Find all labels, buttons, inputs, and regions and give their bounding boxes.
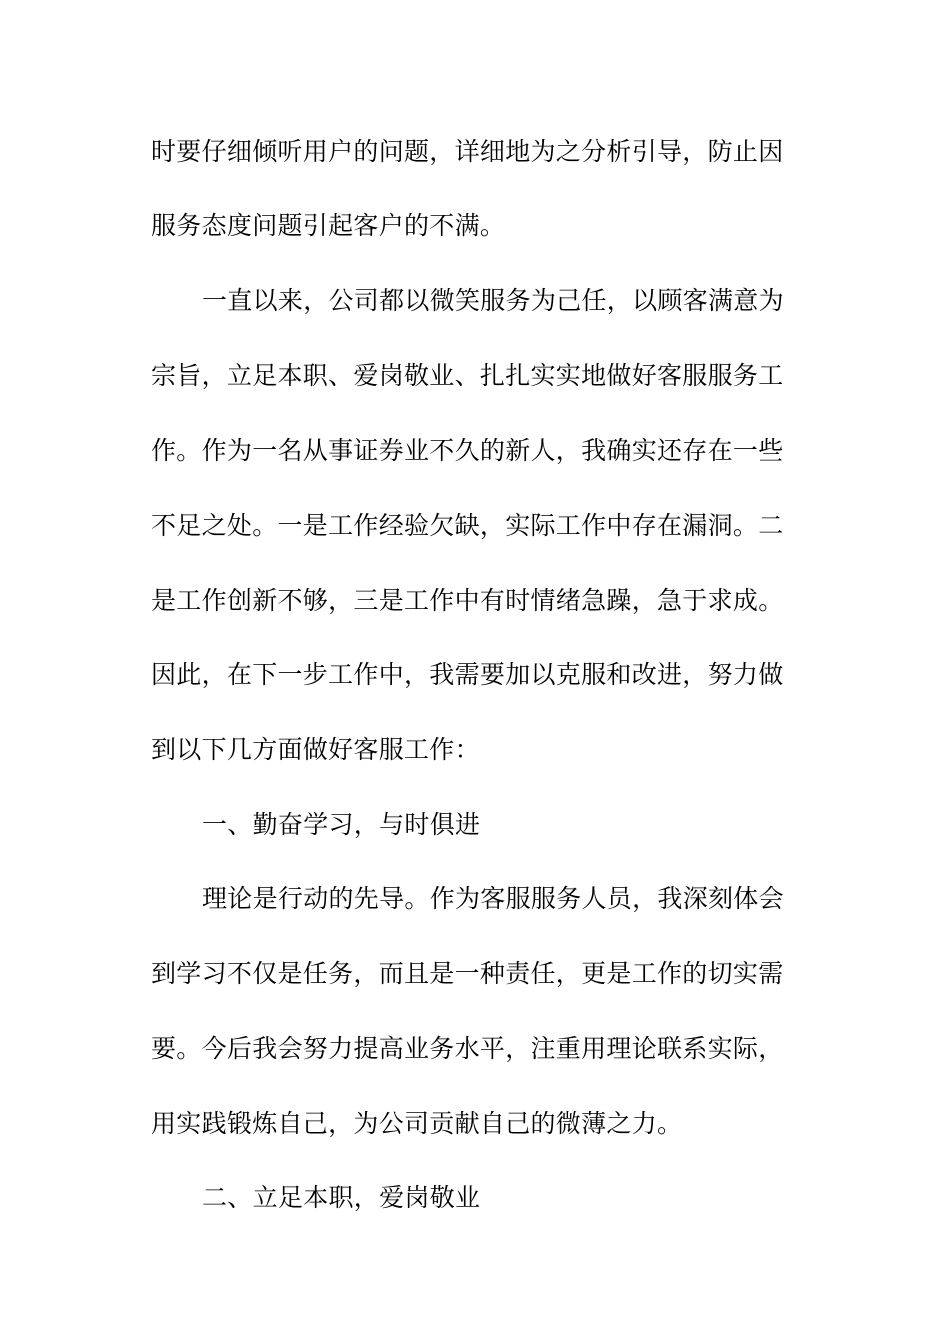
- section-heading: 一、勤奋学习，与时俱进: [202, 810, 481, 839]
- section-heading: 二、立足本职，爱岗敬业: [202, 1183, 481, 1212]
- paragraph-line: 到学习不仅是任务，而且是一种责任，更是工作的切实需: [151, 959, 784, 988]
- paragraph-line: 服务态度问题引起客户的不满。: [151, 211, 506, 240]
- paragraph-line: 不足之处。一是工作经验欠缺，实际工作中存在漏洞。二: [151, 511, 784, 540]
- paragraph-line: 是工作创新不够，三是工作中有时情绪急躁，急于求成。: [151, 586, 784, 615]
- paragraph-line: 时要仔细倾听用户的问题，详细地为之分析引导，防止因: [151, 137, 784, 166]
- paragraph-line: 宗旨，立足本职、爱岗敬业、扎扎实实地做好客服服务工: [151, 361, 784, 390]
- paragraph-line: 到以下几方面做好客服工作：: [151, 735, 480, 764]
- paragraph-line: 用实践锻炼自己，为公司贡献自己的微薄之力。: [151, 1109, 683, 1138]
- paragraph-line: 因此，在下一步工作中，我需要加以克服和改进，努力做: [151, 660, 784, 689]
- paragraph-line: 作。作为一名从事证券业不久的新人，我确实还存在一些: [151, 436, 784, 465]
- paragraph-line: 要。今后我会努力提高业务水平，注重用理论联系实际，: [151, 1034, 784, 1063]
- paragraph-line: 理论是行动的先导。作为客服服务人员，我深刻体会: [202, 884, 784, 913]
- paragraph-line: 一直以来，公司都以微笑服务为己任，以顾客满意为: [202, 286, 784, 315]
